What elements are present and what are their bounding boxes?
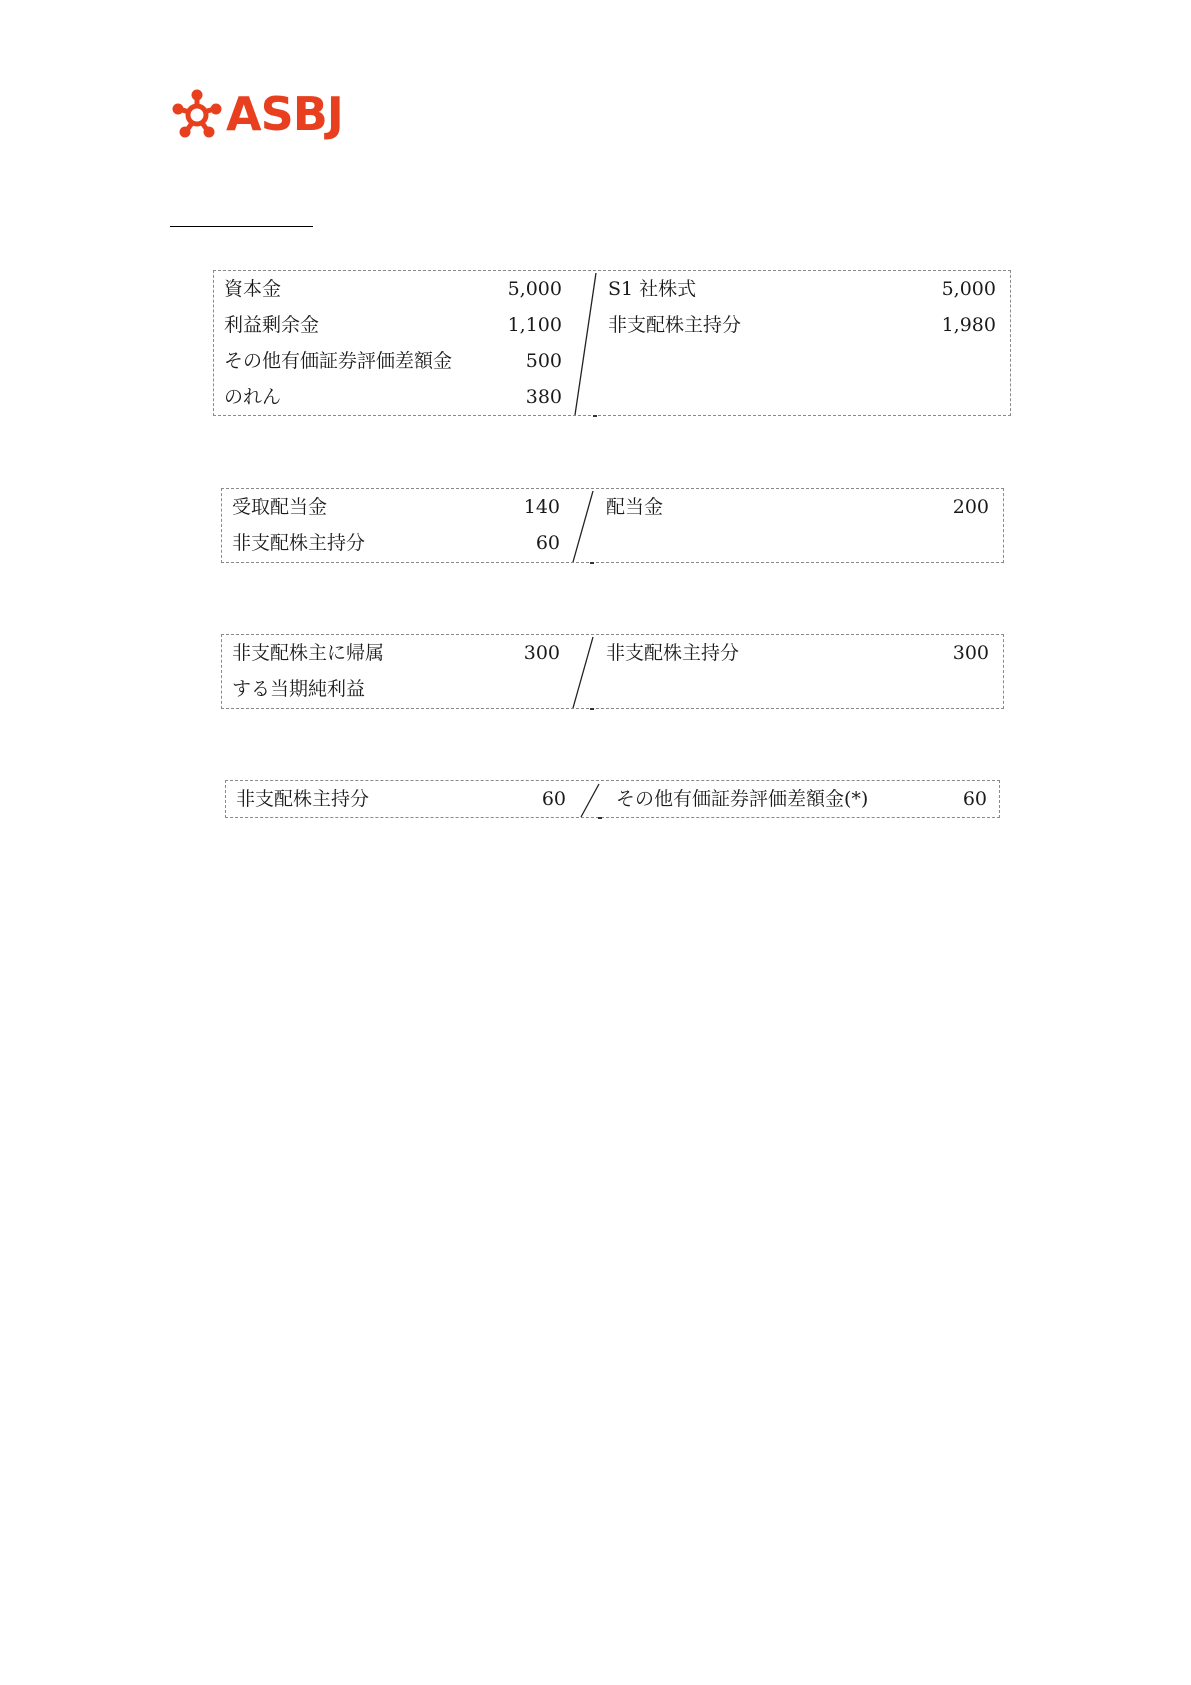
- account-label: 非支配株主持分: [236, 788, 370, 810]
- bottom-tick: [598, 817, 602, 819]
- amount: 300: [523, 642, 560, 664]
- credit-row: [596, 635, 989, 671]
- bottom-tick: [593, 415, 597, 417]
- credit-side: [606, 781, 987, 817]
- credit-row: [606, 781, 987, 817]
- bottom-tick: [590, 562, 594, 564]
- account-label: 非支配株主持分: [606, 642, 740, 664]
- journal-entry-2: [221, 488, 1004, 563]
- amount: 200: [952, 496, 989, 518]
- journal-entry-4: [225, 780, 1000, 818]
- account-label: のれん: [224, 386, 282, 408]
- journal-entry-1: [213, 270, 1011, 416]
- amount: 5,000: [507, 278, 562, 300]
- credit-side: [596, 489, 989, 562]
- account-label: 非支配株主持分: [232, 532, 366, 554]
- heading-underline: [170, 226, 313, 227]
- amount: 300: [952, 642, 989, 664]
- amount: 5,000: [941, 278, 996, 300]
- account-label: その他有価証券評価差額金: [224, 350, 453, 372]
- amount: 380: [525, 386, 562, 408]
- amount: 500: [525, 350, 562, 372]
- asbj-emblem-icon: [172, 89, 222, 139]
- credit-row: [598, 271, 996, 307]
- account-label: 配当金: [606, 496, 664, 518]
- credit-row: [598, 307, 996, 343]
- account-label: 資本金: [224, 278, 282, 300]
- amount: 140: [523, 496, 560, 518]
- amount: 1,100: [507, 314, 562, 336]
- account-label: S1 社株式: [608, 278, 697, 300]
- asbj-logo: [172, 86, 343, 142]
- account-label: 利益剰余金: [224, 314, 320, 336]
- bottom-tick: [590, 708, 594, 710]
- credit-row: [596, 489, 989, 525]
- journal-entry-3: [221, 634, 1004, 709]
- account-label: 非支配株主持分: [608, 314, 742, 336]
- amount: 60: [535, 532, 560, 554]
- amount: 1,980: [941, 314, 996, 336]
- account-label: 受取配当金: [232, 496, 328, 518]
- account-label: 非支配株主に帰属: [232, 642, 385, 664]
- amount: 60: [541, 788, 566, 810]
- account-label: その他有価証券評価差額金(*): [616, 788, 869, 810]
- account-label: する当期純利益: [232, 678, 366, 700]
- credit-side: [598, 271, 996, 415]
- amount: 60: [962, 788, 987, 810]
- logo-text: ASBJ: [226, 87, 343, 141]
- credit-side: [596, 635, 989, 708]
